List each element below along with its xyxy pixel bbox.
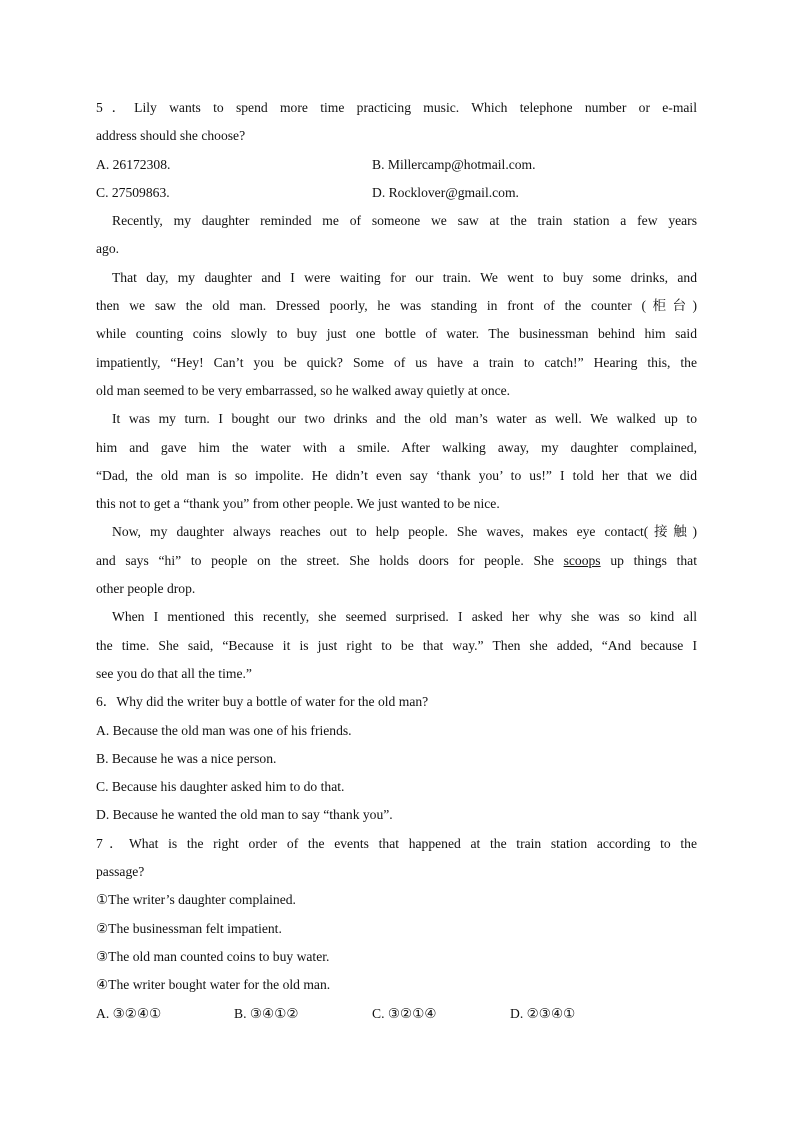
q7-stem-line-2: passage? <box>96 864 145 880</box>
passage-p2-line-5: old man seemed to be very embarrassed, so he walked away quietly at once. <box>96 382 511 398</box>
passage-p2-line-1: That day, my daughter and I were waiting for our train. We went to buy some drinks, and <box>112 269 697 285</box>
passage-p5-line-1: When I mentioned this recently, she seemed surprised. I asked her why she was so kind all <box>112 609 697 625</box>
passage-p4-line-2 <box>96 547 697 575</box>
q6-option-b: B. Because he was a nice person. <box>96 750 277 766</box>
q6-option-c: C. Because his daughter asked him to do that. <box>96 779 345 795</box>
passage-p3-line-3: “Dad, the old man is so impolite. He didn’t even say ‘thank you’ to us!” I told her that we did <box>96 467 697 483</box>
passage-p3-line-1: It was my turn. I bought our two drinks and the old man’s water as well. We walked up to <box>112 411 697 427</box>
passage-p2-line-4: impatiently, “Hey! Can’t you be quick? Some of us have a train to catch!” Hearing this, the <box>96 354 697 370</box>
q5-option-d: D. Rocklover@gmail.com. <box>372 184 519 200</box>
q7-event-3: ③The old man counted coins to buy water. <box>96 948 330 964</box>
q5-options-row-1 <box>96 151 697 179</box>
passage-p4-line-2-end: up things that <box>600 552 697 568</box>
q7-event-4: ④The writer bought water for the old man. <box>96 977 331 993</box>
q7-event-1: ①The writer’s daughter complained. <box>96 892 296 908</box>
passage-p5-line-3: see you do that all the time.” <box>96 665 252 681</box>
passage-p4-line-3: other people drop. <box>96 581 196 597</box>
passage-p4-line-1: Now, my daughter always reaches out to help people. She waves, makes eye contact(接触) <box>112 524 697 540</box>
passage-p3-line-2: him and gave him the water with a smile. After walking away, my daughter complained, <box>96 439 697 455</box>
q6-option-a: A. Because the old man was one of his friends. <box>96 722 352 738</box>
passage-p4-line-2-start: and says “hi” to people on the street. She holds doors for people. She <box>96 552 564 568</box>
passage-p5-line-2: the time. She said, “Because it is just right to be that way.” Then she added, “And because I <box>96 637 697 653</box>
q5-option-a: A. 26172308. <box>96 156 171 172</box>
q7-option-c: C. ③②①④ <box>372 1005 437 1021</box>
q7-stem-line-1: 7．What is the right order of the events that happened at the train station according to the <box>96 835 697 851</box>
q5-option-b: B. Millercamp@hotmail.com. <box>372 156 536 172</box>
passage-p1-line-1: Recently, my daughter reminded me of someone we saw at the train station a few years <box>112 213 697 229</box>
q6-stem: 6．Why did the writer buy a bottle of water for the old man? <box>96 694 429 710</box>
underlined-word-scoops: scoops <box>563 552 601 568</box>
q6-option-d: D. Because he wanted the old man to say “thank you”. <box>96 807 393 823</box>
passage-p3-line-4: this not to get a “thank you” from other people. We just wanted to be nice. <box>96 496 500 512</box>
passage-p1-line-2: ago. <box>96 241 120 257</box>
passage-p2-line-3: while counting coins slowly to buy just one bottle of water. The businessman behind him said <box>96 326 697 342</box>
q7-options-row <box>96 1000 697 1028</box>
q7-option-b: B. ③④①② <box>234 1005 299 1021</box>
q7-event-2: ②The businessman felt impatient. <box>96 920 282 936</box>
document-content <box>96 94 697 1028</box>
passage-p2-line-2: then we saw the old man. Dressed poorly, he was standing in front of the counter (柜台) <box>96 298 697 314</box>
q5-stem-line-1: 5．Lily wants to spend more time practicing music. Which telephone number or e-mail <box>96 100 697 115</box>
q7-option-a: A. ③②④① <box>96 1005 162 1021</box>
q7-option-d: D. ②③④① <box>510 1005 576 1021</box>
q5-stem-line-2: address should she choose? <box>96 128 246 144</box>
q5-options-row-2 <box>96 179 697 207</box>
q5-option-c: C. 27509863. <box>96 184 170 200</box>
